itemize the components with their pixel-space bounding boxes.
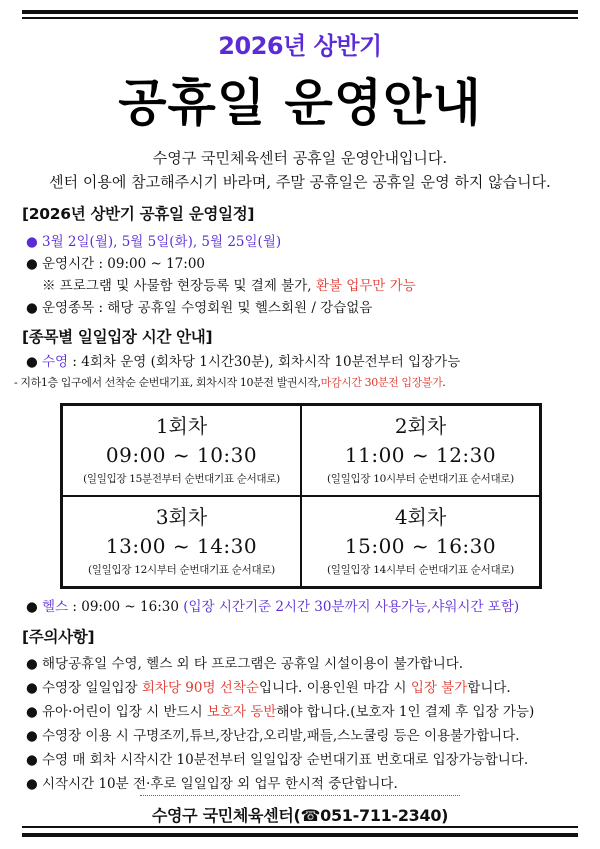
bullet-icon: ● <box>26 728 38 744</box>
session-note: (일일입장 15분전부터 순번대기표 순서대로) <box>83 473 280 485</box>
schedule-hours: ● 운영시간 : 09:00 ~ 17:00 <box>22 253 582 275</box>
bullet-icon: ● <box>26 680 38 696</box>
session-note: (일일입장 10시부터 순번대기표 순서대로) <box>327 473 514 485</box>
bullet-icon: ● <box>26 776 38 792</box>
session-cell-2 <box>301 405 540 496</box>
schedule-list <box>22 231 582 319</box>
schedule-types: ● 운영종목 : 해당 공휴일 수영회원 및 헬스회원 / 강습없음 <box>22 297 582 319</box>
session-note: (일일입장 14시부터 순번대기표 순서대로) <box>327 564 514 576</box>
session-note: (일일입장 12시부터 순번대기표 순서대로) <box>88 564 275 576</box>
caution-item-1: ● 해당공휴일 수영, 헬스 외 타 프로그램은 공휴일 시설이용이 불가합니다. <box>22 652 582 676</box>
session-cell-1 <box>62 405 301 496</box>
caution-list <box>22 652 582 796</box>
top-rule-thin <box>22 17 578 19</box>
session-time: 11:00 ~ 12:30 <box>344 443 497 467</box>
page-title: 공휴일 운영안내 <box>118 74 482 132</box>
bullet-icon: ● <box>26 234 38 250</box>
session-name: 3회차 <box>155 505 208 529</box>
session-name: 1회차 <box>155 414 208 438</box>
gym-list <box>22 596 582 618</box>
caution-item-3: ● 유아·어린이 입장 시 반드시 보호자 동반해야 합니다.(보호자 1인 결제 후 입장 가능) <box>22 700 582 724</box>
footer-contact: 수영구 국민체육센터(☎051-711-2340) <box>151 806 449 825</box>
intro-line-2: 센터 이용에 참고해주시기 바라며, 주말 공휴일은 공휴일 운영 하지 않습니다. <box>49 173 551 191</box>
bottom-rule-thin <box>22 826 578 828</box>
caution-item-6: ● 시작시간 10분 전·후로 일일입장 외 업무 한시적 중단합니다. <box>22 772 582 796</box>
swim-info: ● 수영 : 4회차 운영 (회차당 1시간30분), 회차시작 10분전부터 입장가능 <box>22 351 582 373</box>
intro-line-1: 수영구 국민체육센터 공휴일 운영안내입니다. <box>152 149 448 167</box>
bullet-icon: ● <box>26 300 38 316</box>
schedule-heading: [2026년 상반기 공휴일 운영일정] <box>22 205 255 223</box>
session-cell-4 <box>301 496 540 587</box>
session-grid <box>60 403 542 589</box>
top-rule-thick <box>22 10 578 14</box>
intro <box>0 146 600 194</box>
footer-divider <box>140 795 460 796</box>
caution-item-4: ● 수영장 이용 시 구명조끼,튜브,장난감,오리발,패들,스노쿨링 등은 이용불가합니다. <box>22 724 582 748</box>
session-time: 09:00 ~ 10:30 <box>105 443 258 467</box>
bottom-rule-thick <box>22 833 578 837</box>
schedule-note: ※ 프로그램 및 사물함 현장등록 및 결제 불가, 환불 업무만 가능 <box>42 278 416 294</box>
subtitle: 2026년 상반기 <box>218 32 382 60</box>
caution-heading: [주의사항] <box>22 628 95 646</box>
session-name: 4회차 <box>394 505 447 529</box>
swim-list <box>22 351 582 373</box>
schedule-dates: ● 3월 2일(월), 5월 5일(화), 5월 25일(월) <box>22 231 582 253</box>
bullet-icon: ● <box>26 256 38 272</box>
bullet-icon: ● <box>26 656 38 672</box>
caution-item-2: ● 수영장 일일입장 회차당 90명 선착순입니다. 이용인원 마감 시 입장 불가합니다. <box>22 676 582 700</box>
gym-info: ● 헬스 : 09:00 ~ 16:30 (입장 시간기준 2시간 30분까지 사용가능,샤워시간 포함) <box>22 596 582 618</box>
bullet-icon: ● <box>26 354 38 370</box>
bullet-icon: ● <box>26 599 38 615</box>
bullet-icon: ● <box>26 752 38 768</box>
daily-heading: [종목별 일일입장 시간 안내] <box>22 328 213 346</box>
caution-item-5: ● 수영 매 회차 시작시간 10분전부터 일일입장 순번대기표 번호대로 입장가능합니다. <box>22 748 582 772</box>
session-cell-3 <box>62 496 301 587</box>
bullet-icon: ● <box>26 704 38 720</box>
swim-subnote: - 지하1층 입구에서 선착순 순번대기표, 회차시작 10분전 발권시작,마감시간 30분전 입장불가. <box>14 376 446 389</box>
session-time: 13:00 ~ 14:30 <box>105 534 258 558</box>
session-time: 15:00 ~ 16:30 <box>344 534 497 558</box>
session-name: 2회차 <box>394 414 447 438</box>
